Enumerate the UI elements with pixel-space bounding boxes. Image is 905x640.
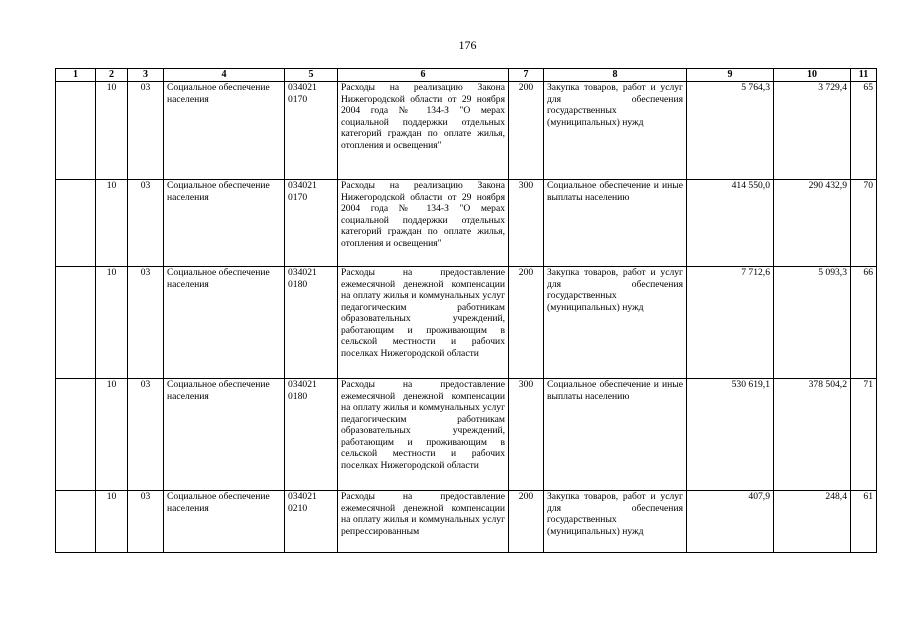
page-number: 176	[458, 38, 477, 52]
target-article-cell: 034021 0170	[285, 82, 338, 180]
row-number-cell	[56, 180, 96, 267]
table-row	[56, 379, 877, 491]
table-row	[56, 180, 877, 267]
expense-type-cell: 200	[509, 491, 544, 553]
target-article-name-cell: Расходы на предоставление ежемесячной денежной компенсации на оплату жилья и коммунальных услуг педагогическим работникам образовательных учреждений, работающим и проживающим в сельской местности и рабочих поселках Нижегородской области	[338, 379, 509, 491]
header-cell: 5	[285, 69, 338, 82]
header-cell: 4	[164, 69, 285, 82]
expense-type-name-cell: Социальное обеспечение и иные выплаты населению	[544, 180, 687, 267]
subsection-cell: 03	[128, 491, 164, 553]
expense-type-name-cell: Закупка товаров, работ и услуг для обеспечения государственных (муниципальных) нужд	[544, 491, 687, 553]
amount-cell: 414 550,0	[687, 180, 774, 267]
header-cell: 9	[687, 69, 774, 82]
header-cell: 10	[774, 69, 851, 82]
target-article-cell: 034021 0170	[285, 180, 338, 267]
header-row	[56, 69, 877, 82]
percent-cell: 71	[851, 379, 877, 491]
section-cell: 10	[96, 491, 128, 553]
expense-type-name-cell: Социальное обеспечение и иные выплаты населению	[544, 379, 687, 491]
target-article-cell: 034021 0180	[285, 267, 338, 379]
target-article-cell: 034021 0180	[285, 379, 338, 491]
header-cell: 8	[544, 69, 687, 82]
section-name-cell: Социальное обеспечение населения	[164, 180, 285, 267]
target-article-name-cell: Расходы на предоставление ежемесячной денежной компенсации на оплату жилья и коммунальных услуг педагогическим работникам образовательных учреждений, работающим и проживающим в сельской местности и рабочих поселках Нижегородской области	[338, 267, 509, 379]
amount-cell: 378 504,2	[774, 379, 851, 491]
section-cell: 10	[96, 82, 128, 180]
expense-type-name-cell: Закупка товаров, работ и услуг для обеспечения государственных (муниципальных) нужд	[544, 82, 687, 180]
amount-cell: 5 093,3	[774, 267, 851, 379]
expense-type-cell: 200	[509, 267, 544, 379]
subsection-cell: 03	[128, 82, 164, 180]
target-article-cell: 034021 0210	[285, 491, 338, 553]
subsection-cell: 03	[128, 379, 164, 491]
expense-type-name-cell: Закупка товаров, работ и услуг для обеспечения государственных (муниципальных) нужд	[544, 267, 687, 379]
amount-cell: 5 764,3	[687, 82, 774, 180]
section-name-cell: Социальное обеспечение населения	[164, 491, 285, 553]
percent-cell: 70	[851, 180, 877, 267]
target-article-name-cell: Расходы на предоставление ежемесячной денежной компенсации на оплату жилья и коммунальных услуг репрессированным	[338, 491, 509, 553]
header-cell: 1	[56, 69, 96, 82]
amount-cell: 7 712,6	[687, 267, 774, 379]
table-row	[56, 82, 877, 180]
row-number-cell	[56, 379, 96, 491]
section-cell: 10	[96, 267, 128, 379]
section-name-cell: Социальное обеспечение населения	[164, 379, 285, 491]
expense-type-cell: 200	[509, 82, 544, 180]
header-cell: 2	[96, 69, 128, 82]
budget-table	[55, 68, 877, 553]
subsection-cell: 03	[128, 267, 164, 379]
row-number-cell	[56, 491, 96, 553]
header-cell: 3	[128, 69, 164, 82]
section-name-cell: Социальное обеспечение населения	[164, 82, 285, 180]
header-cell: 6	[338, 69, 509, 82]
amount-cell: 3 729,4	[774, 82, 851, 180]
row-number-cell	[56, 267, 96, 379]
amount-cell: 248,4	[774, 491, 851, 553]
expense-type-cell: 300	[509, 180, 544, 267]
header-cell: 7	[509, 69, 544, 82]
section-cell: 10	[96, 180, 128, 267]
percent-cell: 61	[851, 491, 877, 553]
expense-type-cell: 300	[509, 379, 544, 491]
row-number-cell	[56, 82, 96, 180]
header-cell: 11	[851, 69, 877, 82]
table-row	[56, 491, 877, 553]
section-cell: 10	[96, 379, 128, 491]
table-row	[56, 267, 877, 379]
amount-cell: 290 432,9	[774, 180, 851, 267]
section-name-cell: Социальное обеспечение населения	[164, 267, 285, 379]
target-article-name-cell: Расходы на реализацию Закона Нижегородской области от 29 ноября 2004 года № 134-З "О мерах социальной поддержки отдельных категорий граждан по оплате жилья, отопления и освещения"	[338, 180, 509, 267]
percent-cell: 66	[851, 267, 877, 379]
subsection-cell: 03	[128, 180, 164, 267]
target-article-name-cell: Расходы на реализацию Закона Нижегородской области от 29 ноября 2004 года № 134-З "О мерах социальной поддержки отдельных категорий граждан по оплате жилья, отопления и освещения"	[338, 82, 509, 180]
percent-cell: 65	[851, 82, 877, 180]
amount-cell: 407,9	[687, 491, 774, 553]
amount-cell: 530 619,1	[687, 379, 774, 491]
